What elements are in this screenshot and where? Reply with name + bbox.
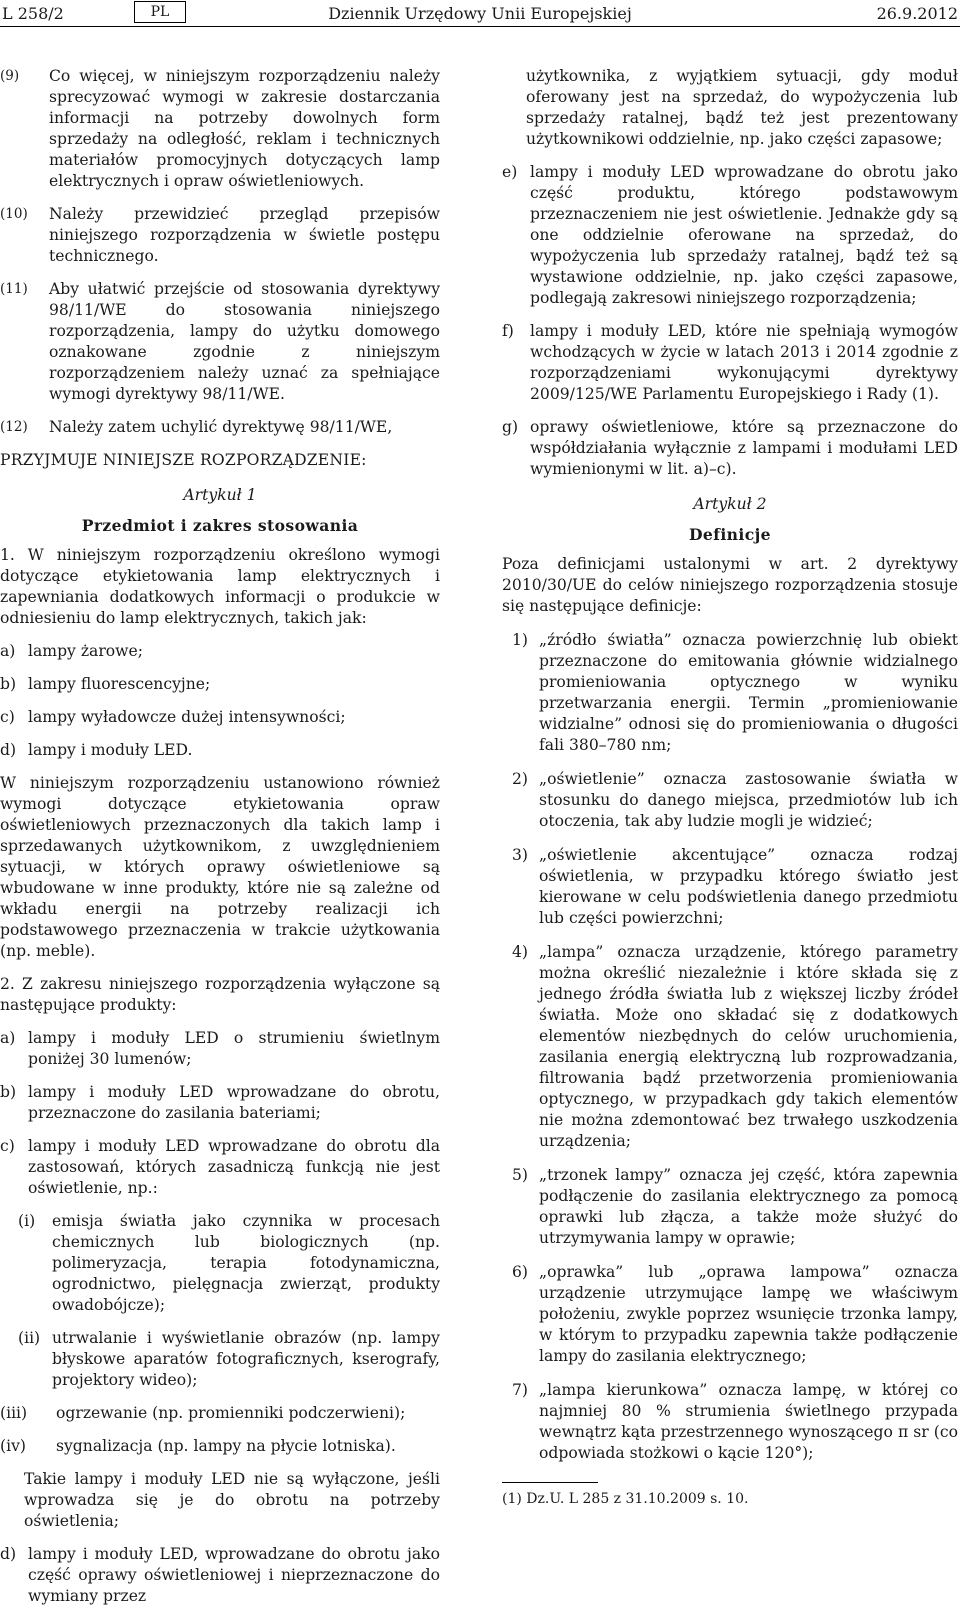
sub-list-numeral: (iv): [0, 1437, 26, 1455]
article-2-title: Definicje: [689, 525, 771, 544]
definition-number: 3): [512, 846, 529, 864]
definition-text: „lampa” oznacza urządzenie, którego parametry można określić niezależnie i które składa się z jednego źródła światła lub z większej liczby źródeł światła. Może ono składać się z dodatkowych elementów niezbędnych do celów uruchomienia, zasilania energią elektryczną lub rozprowadzania, filtrowania bądź przetworzenia promieniowania optycznego, w przypadkach gdy takich elementów nie można zdemontować bez trwałego uszkodzenia urządzenia;: [539, 943, 958, 1150]
list-item: [0, 1028, 440, 1070]
list-letter: b): [0, 1083, 17, 1101]
footnote-marker: (1): [502, 1491, 522, 1507]
list-text: lampy i moduły LED, wprowadzane do obrotu jako część oprawy oświetleniowej i nieprzeznaczone do wymiany przez: [28, 1545, 440, 1605]
recital-12: [0, 417, 440, 438]
exclusion-note: Takie lampy i moduły LED nie są wyłączone, jeśli wprowadza się je do obrotu na potrzeby oświetlenia;: [24, 1470, 440, 1530]
definition-item: [502, 942, 958, 1152]
page-header: [0, 0, 960, 27]
paragraph-1-continued: W niniejszym rozporządzeniu ustanowiono również wymogi dotyczące etykietowania opraw oświetleniowych przeznaczonych dla takich lamp i sprzedawanych użytkownikom, z uwzględnieniem sytuacji, w których oprawy oświetleniowe są wbudowane w inne produkty, które nie są zależne od wkładu energii na potrzeby realizacji ich podstawowego przeznaczenia w trakcie użytkowania (np. meble).: [0, 774, 440, 960]
recital-text: Należy przewidzieć przegląd przepisów niniejszego rozporządzenia w świetle postępu technicznego.: [49, 205, 440, 265]
page-reference: L 258/2: [2, 4, 64, 23]
list-letter: a): [0, 1029, 16, 1047]
definition-text: „oprawka” lub „oprawa lampowa” oznacza urządzenie utrzymujące lampę we właściwym położeniu, zwykle poprzez wsunięcie trzonka lampy, w którym to przypadku zapewnia także podłączenie lampy do zasilania elektrycznego;: [539, 1263, 958, 1365]
sub-list-text: utrwalanie i wyświetlanie obrazów (np. lampy błyskowe aparatów fotograficznych, kserografy, projektory wideo);: [52, 1329, 440, 1389]
recital-number: (10): [0, 206, 28, 222]
sub-list-item: [0, 1436, 440, 1457]
paragraph-1: 1. W niniejszym rozporządzeniu określono wymogi dotyczące etykietowania lamp elektrycznych i zapewniania dodatkowych informacji o produkcie w odniesieniu do lamp elektrycznych, takich jak:: [0, 546, 440, 627]
list-text: lampy i moduły LED, które nie spełniają wymogów wchodzących w życie w latach 2013 i 2014 zgodnie z rozporządzeniami wykonującymi dyrektywy 2009/125/WE Parlamentu Europejskiego i Rady: [530, 322, 958, 403]
definition-item: [502, 1262, 958, 1367]
definitions-intro: Poza definicjami ustalonymi w art. 2 dyrektywy 2010/30/UE do celów niniejszego rozporządzenia stosuje się następujące definicje:: [502, 555, 958, 615]
list-item: [0, 1136, 440, 1199]
left-column: [0, 66, 440, 1607]
definition-item: [502, 1165, 958, 1249]
list-text: lampy żarowe;: [28, 642, 144, 660]
sub-list-numeral: (i): [18, 1212, 36, 1230]
list-letter: g): [502, 418, 519, 436]
definition-number: 5): [512, 1166, 529, 1184]
list-item: [0, 674, 440, 695]
right-column: [502, 66, 958, 1510]
definition-text: „oświetlenie akcentujące” oznacza rodzaj oświetlenia, w przypadku którego światło jest kierowane w celu podświetlenia danego przedmiotu lub części powierzchni;: [539, 846, 958, 927]
language-badge: PL: [134, 1, 186, 23]
list-letter: d): [0, 1545, 17, 1563]
article-1-title: Przedmiot i zakres stosowania: [81, 516, 359, 535]
definition-number: 1): [512, 631, 529, 649]
definition-item: [502, 630, 958, 756]
list-text: oprawy oświetleniowe, które są przeznaczone do współdziałania wyłącznie z lampami i modułami LED wymienionymi w lit. a)–c).: [530, 418, 958, 478]
definition-number: 6): [512, 1263, 529, 1281]
recital-text: Co więcej, w niniejszym rozporządzeniu należy sprecyzować wymogi w zakresie dostarczania informacji na potrzeby dowolnych form sprzedaży na odległość, reklam i technicznych materiałów promocyjnych dotyczących lamp elektrycznych i opraw oświetleniowych.: [49, 67, 440, 190]
list-letter: b): [0, 675, 17, 693]
list-text: lampy wyładowcze dużej intensywności;: [28, 708, 346, 726]
list-letter: e): [502, 163, 518, 181]
paragraph-2: 2. Z zakresu niniejszego rozporządzenia wyłączone są następujące produkty:: [0, 975, 440, 1014]
recital-text: Aby ułatwić przejście od stosowania dyrektywy 98/11/WE do stosowania niniejszego rozporządzenia, lampy do użytku domowego oznakowane zgodnie z niniejszym rozporządzeniem należy uznać za spełniające wymogi dyrektywy 98/11/WE.: [49, 280, 440, 403]
sub-list-text: sygnalizacja (np. lampy na płycie lotniska).: [56, 1437, 396, 1455]
definition-number: 2): [512, 770, 529, 788]
list-item: [0, 707, 440, 728]
recital-9: [0, 66, 440, 192]
list-item: [502, 162, 958, 309]
adoption-formula: PRZYJMUJE NINIEJSZE ROZPORZĄDZENIE:: [0, 451, 367, 469]
footnote-separator: [502, 1482, 598, 1483]
definition-item: [502, 845, 958, 929]
article-1-label: Artykuł 1: [183, 486, 257, 504]
definition-text: „oświetlenie” oznacza zastosowanie światła w stosunku do danego miejsca, przedmiotów lub ich otoczenia, tak aby ludzie mogli je widzieć;: [539, 770, 958, 830]
recital-10: [0, 204, 440, 267]
list-item: [502, 417, 958, 480]
list-text: lampy i moduły LED wprowadzane do obrotu, przeznaczone do zasilania bateriami;: [28, 1083, 440, 1122]
definition-text: „źródło światła” oznacza powierzchnię lub obiekt przeznaczone do emitowania głównie widzialnego promieniowania optycznego w wyniku przetwarzania energii. Termin „promieniowanie widzialne” odnosi się do promieniowania o długości fali 380–780 nm;: [539, 631, 958, 754]
list-continuation: użytkownika, z wyjątkiem sytuacji, gdy moduł oferowany jest na sprzedaż, do wypożyczenia lub sprzedaży ratalnej, bądź też jest prezentowany użytkownikowi oddzielnie, np. jako części zapasowe;: [526, 67, 958, 148]
sub-list-item: [0, 1403, 440, 1424]
list-text: lampy i moduły LED wprowadzane do obrotu jako część produktu, którego podstawowym przeznaczeniem nie jest oświetlenie. Jednakże gdy są one oddzielnie oferowane na sprzedaż, do wypożyczenia lub sprzedaży ratalnej, bądź też są wystawione oddzielnie, np. jako części zapasowe, podlegają zakresowi niniejszego rozporządzenia;: [530, 163, 958, 307]
publication-date: 26.9.2012: [876, 4, 958, 23]
sub-list-numeral: (iii): [0, 1404, 28, 1422]
recital-11: [0, 279, 440, 405]
recital-number: (9): [0, 68, 20, 84]
list-text: lampy i moduły LED wprowadzane do obrotu dla zastosowań, których zasadniczą funkcją nie jest oświetlenie, np.:: [28, 1137, 440, 1197]
definition-number: 7): [512, 1381, 529, 1399]
list-item: [0, 641, 440, 662]
journal-title: Dziennik Urzędowy Unii Europejskiej: [328, 4, 632, 23]
footnote: [502, 1489, 958, 1510]
list-item: [502, 321, 958, 405]
list-letter: f): [502, 322, 514, 340]
definition-text: „trzonek lampy” oznacza jej część, która zapewnia podłączenie do zasilania elektrycznego za pomocą oprawki lub złącza, a także może służyć do utrzymywania lampy w oprawie;: [539, 1166, 958, 1247]
recital-number: (12): [0, 419, 28, 435]
list-letter: c): [0, 708, 15, 726]
list-item: [0, 1544, 440, 1607]
list-letter: c): [0, 1137, 15, 1155]
definition-number: 4): [512, 943, 529, 961]
article-2-label: Artykuł 2: [693, 495, 767, 513]
recital-text: Należy zatem uchylić dyrektywę 98/11/WE,: [49, 418, 393, 436]
sub-list-item: [0, 1211, 440, 1316]
sub-list-text: ogrzewanie (np. promienniki podczerwieni);: [56, 1404, 406, 1422]
sub-list-item: [0, 1328, 440, 1391]
list-item: [0, 1082, 440, 1124]
footnote-text: Dz.U. L 285 z 31.10.2009 s. 10.: [526, 1491, 749, 1507]
list-item: [0, 740, 440, 761]
list-text: lampy i moduły LED o strumieniu świetlnym poniżej 30 lumenów;: [28, 1029, 440, 1068]
definition-item: [502, 769, 958, 832]
list-letter: d): [0, 741, 17, 759]
list-text: lampy i moduły LED.: [28, 741, 193, 759]
footnote-reference: (1).: [911, 385, 939, 403]
list-letter: a): [0, 642, 16, 660]
sub-list-numeral: (ii): [18, 1329, 41, 1347]
recital-number: (11): [0, 281, 28, 297]
list-text: lampy fluorescencyjne;: [28, 675, 211, 693]
definition-text: „lampa kierunkowa” oznacza lampę, w której co najmniej 80 % strumienia świetlnego przypada wewnątrz kąta przestrzennego wynoszącego π sr (co odpowiada stożkowi o kącie 120°);: [539, 1381, 958, 1462]
sub-list-text: emisja światła jako czynnika w procesach chemicznych lub biologicznych (np. polimeryzacja, terapia fotodynamiczna, ogrodnictwo, pielęgnacja zwierząt, produkty owadobójcze);: [52, 1212, 440, 1314]
